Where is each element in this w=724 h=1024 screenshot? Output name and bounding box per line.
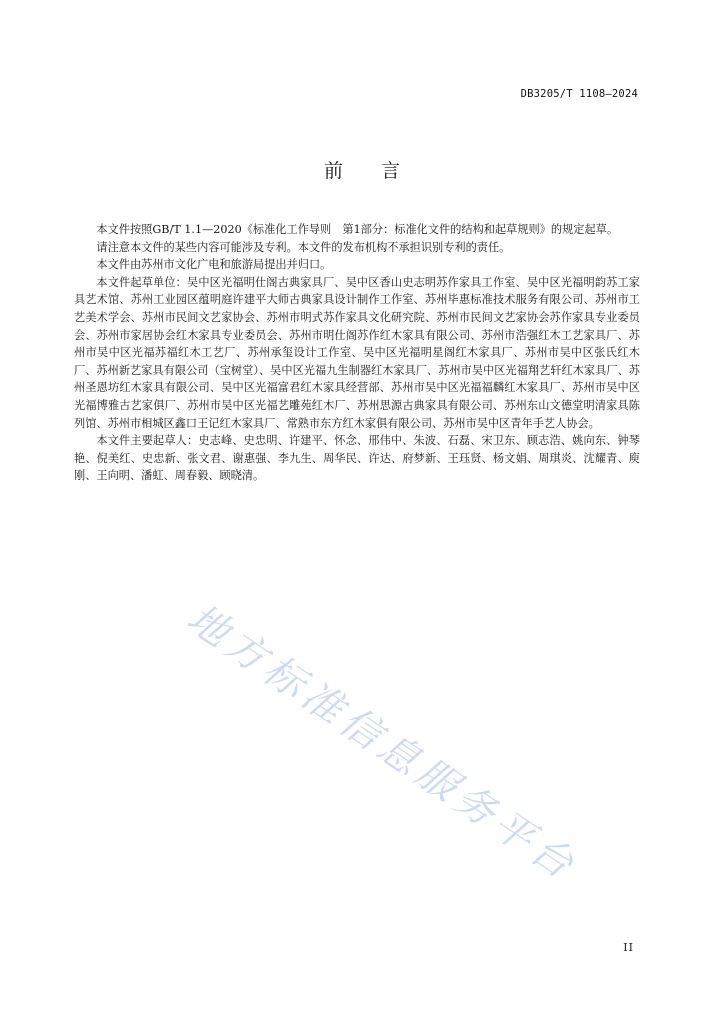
foreword-body (74, 221, 640, 485)
paragraph-drafters: 本文件主要起草人：史志峰、史忠明、许建平、怀念、邢伟中、朱波、石磊、宋卫东、顾志浩、姚向东、钟琴艳、倪美红、史忠新、张文君、谢惠强、李九生、周华民、许达、府梦新、王珏贤、杨文娟、周琪炎、沈耀青、庾刚、王向明、潘虹、周春毅、顾晓清。 (74, 434, 640, 483)
page-title: 前言 (323, 160, 438, 182)
watermark: 地方标准信息服务平台 (178, 595, 586, 891)
paragraph-drafting-rules: 本文件按照GB/T 1.1—2020《标准化工作导则 第1部分：标准化文件的结构和起草规则》的规定起草。 (96, 223, 619, 236)
paragraph-patent-notice: 请注意本文件的某些内容可能涉及专利。本文件的发布机构不承担识别专利的责任。 (96, 240, 511, 254)
document-code: DB3205/T 1108—2024 (520, 88, 638, 100)
page-number: II (623, 941, 634, 954)
paragraph-proposer: 本文件由苏州市文化广电和旅游局提出并归口。 (96, 258, 332, 272)
paragraph-drafting-units: 本文件起草单位：吴中区光福明仕阁古典家具厂、吴中区香山史志明苏作家具工作室、吴中区光福明韵苏工家具艺术馆、苏州工业园区蕴明庭许建平大师古典家具设计制作工作室、苏州毕惠标准技术服务有限公司、苏州市工艺美术学会、苏州市民间文艺家协会、苏州市明式苏作家具文化研究院、苏州市民间文艺家协会苏作家具专业委员会、苏州市家居协会红木家具专业委员会、苏州市明仕阁苏作红木家具有限公司、苏州市浩强红木工艺家具厂、苏州市吴中区光福苏福红木工艺厂、苏州承玺设计工作室、吴中区光福明星阁红木家具厂、苏州市吴中区张氏红木厂、苏州新艺家具有限公司（宝树堂）、吴中区光福九生制器红木家具厂、苏州市吴中区光福翔艺轩红木家具厂、苏州圣恩坊红木家具有限公司、吴中区光福富君红木家具经营部、苏州市吴中区光福福麟红木家具厂、苏州市吴中区光福博雅古艺家俱厂、苏州市吴中区光福艺雕苑红木厂、苏州思源古典家具有限公司、苏州东山文德堂明清家具陈列馆、苏州市相城区鑫口王记红木家具厂、常熟市东方红木家俱有限公司、苏州市吴中区青年手艺人协会。 (74, 275, 640, 430)
